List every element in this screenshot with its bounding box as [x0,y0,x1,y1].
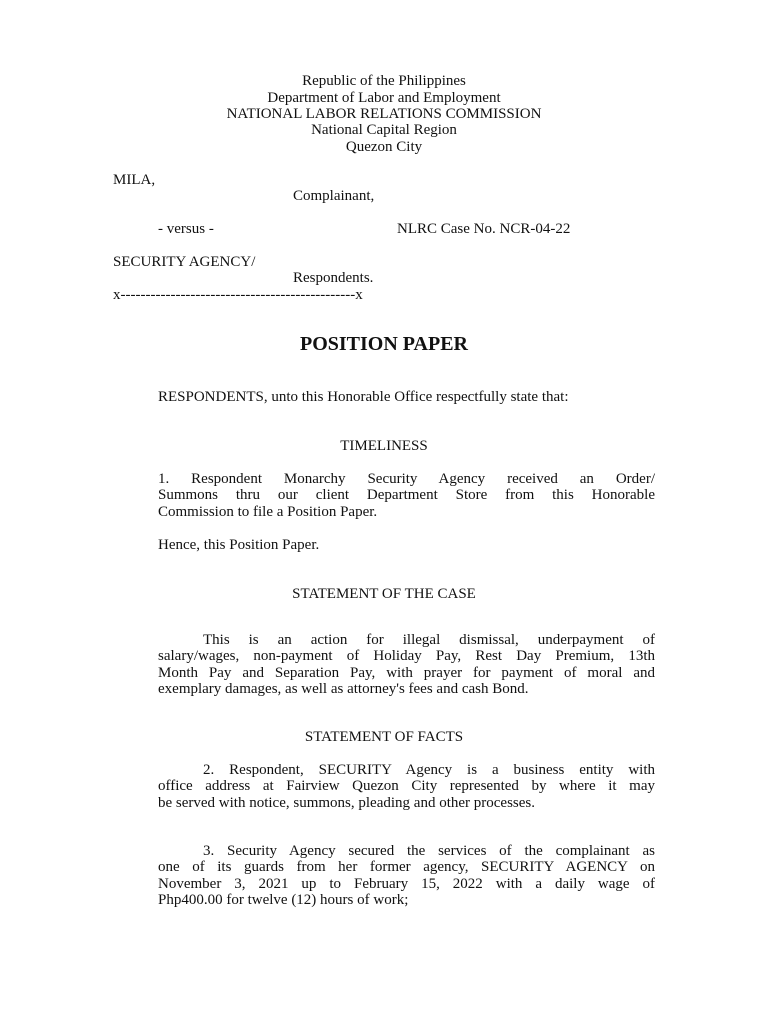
paragraph-case-line: exemplary damages, as well as attorney's fees and cash Bond. [158,681,529,698]
paragraph-2-line: office address at Fairview Quezon City represented by where it may [158,778,655,795]
versus-label: - versus - [158,221,214,237]
paragraph-1-line: Commission to file a Position Paper. [158,503,378,520]
intro-statement: RESPONDENTS, unto this Honorable Office respectfully state that: [158,389,569,405]
respondent-role: Respondents. [293,270,374,286]
caption-separator: x-----------------------------------------------x [113,287,363,303]
paragraph-2-line: be served with notice, summons, pleading and other processes. [158,794,535,811]
document-title: POSITION PAPER [300,333,468,355]
paragraph-case [158,632,655,698]
complainant-name: MILA, [113,172,156,188]
hence-statement: Hence, this Position Paper. [158,537,320,553]
paragraph-case-line: This is an action for illegal dismissal, underpayment of [203,632,655,648]
paragraph-2 [158,762,655,811]
paragraph-3 [158,843,655,909]
header-region: National Capital Region [311,122,457,138]
paragraph-3-line: Php400.00 for twelve (12) hours of work; [158,892,409,909]
case-number: NLRC Case No. NCR-04-22 [397,221,571,237]
complainant-role: Complainant, [293,188,375,204]
paragraph-1-line: Summons thru our client Department Store from this Honorable [158,487,655,504]
paragraph-case-line: salary/wages, non-payment of Holiday Pay, Rest Day Premium, 13th [158,648,655,665]
header-republic: Republic of the Philippines [302,73,466,89]
heading-statement-of-facts: STATEMENT OF FACTS [304,729,464,745]
header-city: Quezon City [345,139,423,155]
paragraph-2-line: 2. Respondent, SECURITY Agency is a business entity with [203,762,655,778]
header-department: Department of Labor and Employment [267,90,501,106]
heading-timeliness: TIMELINESS [340,438,428,454]
paragraph-3-line: one of its guards from her former agency, SECURITY AGENCY on [158,859,655,876]
paragraph-3-line: November 3, 2021 up to February 15, 2022 with a daily wage of [158,875,655,892]
heading-statement-of-case: STATEMENT OF THE CASE [292,586,476,602]
paragraph-case-line: Month Pay and Separation Pay, with prayer for payment of moral and [158,664,655,681]
paragraph-3-line: 3. Security Agency secured the services of the complainant as [203,843,655,859]
paragraph-1-line: 1. Respondent Monarchy Security Agency received an Order/ [158,471,655,487]
paragraph-1 [158,471,655,520]
respondent-name: SECURITY AGENCY/ [113,254,256,270]
header-commission: NATIONAL LABOR RELATIONS COMMISSION [226,106,542,122]
